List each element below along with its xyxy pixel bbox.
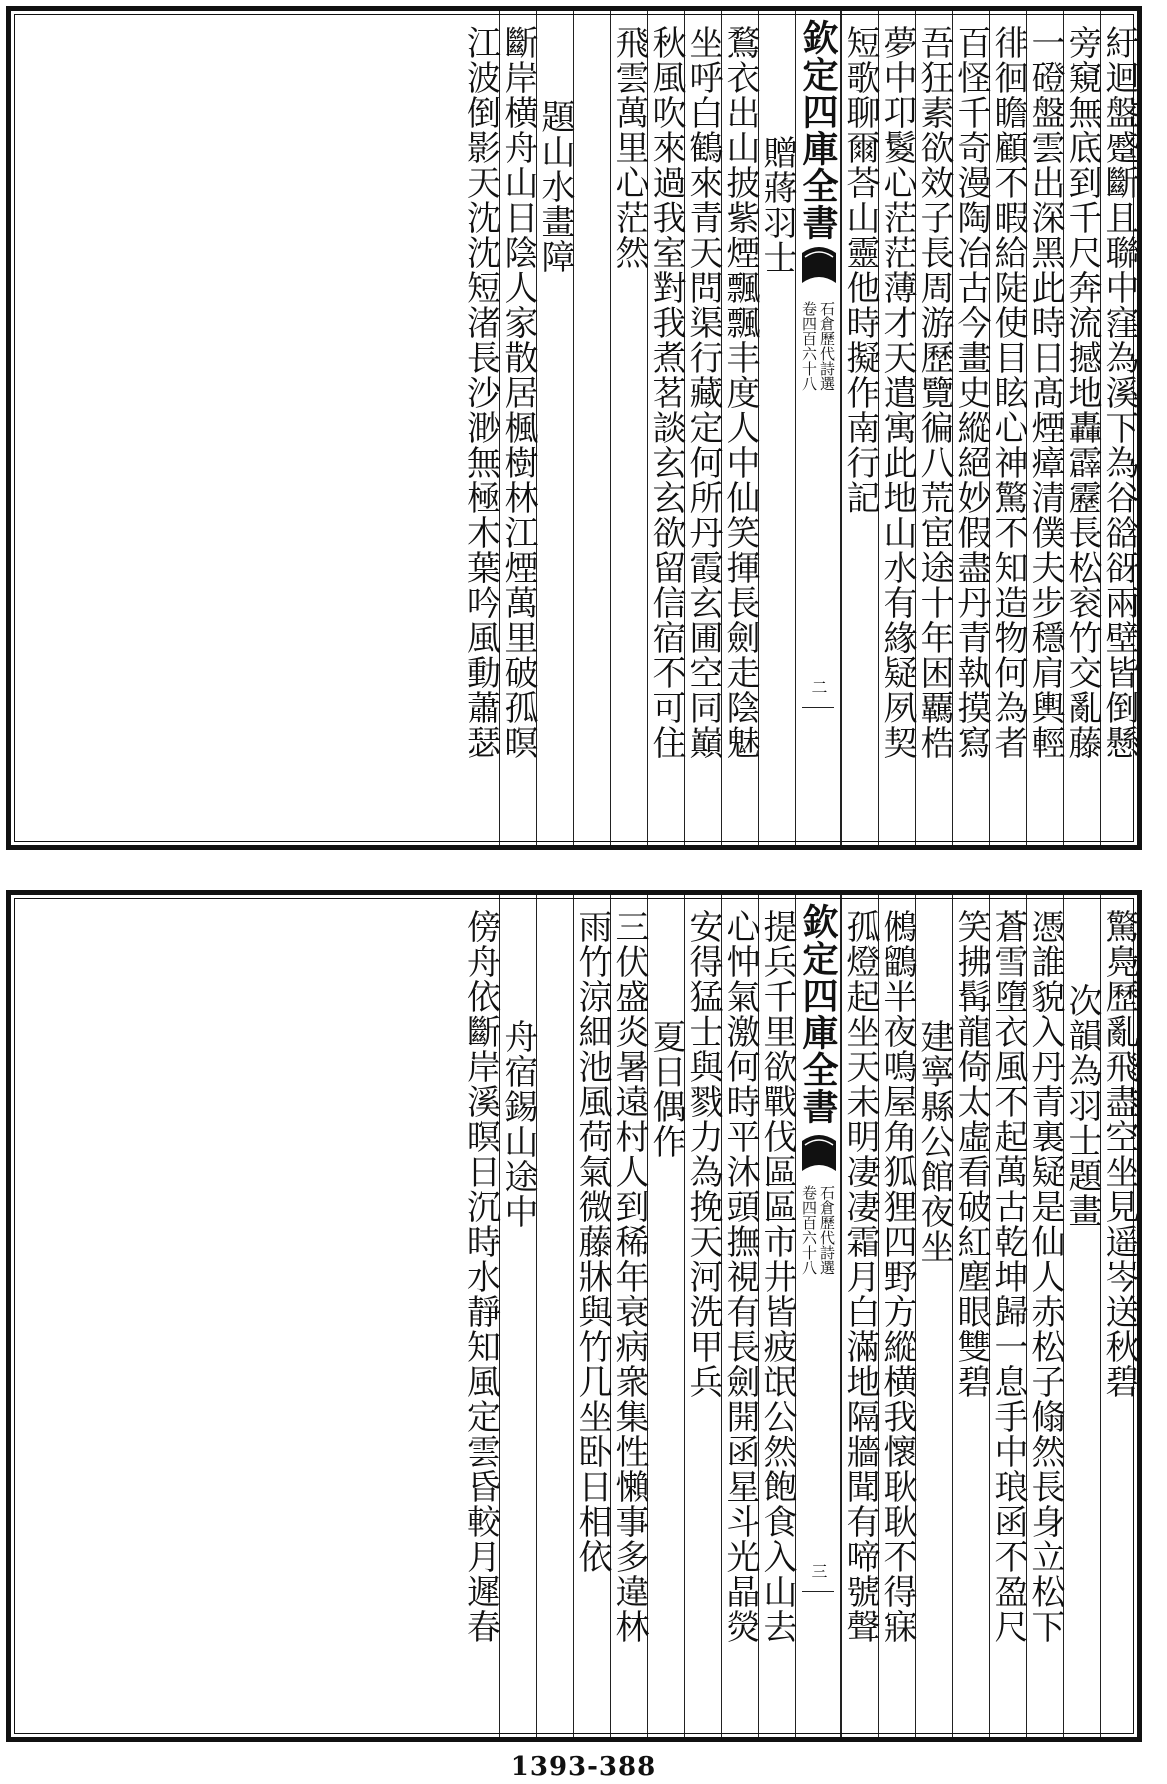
text-column [721, 11, 758, 845]
poem-title: 次韻為羽士題畫 [1062, 983, 1102, 1228]
text-column [989, 895, 1026, 1737]
column-text: 安得猛士與戮力為挽天河洗甲兵 [683, 909, 723, 1399]
page-number-text: 三 [809, 1563, 828, 1580]
poem-title: 題山水畫障 [535, 99, 575, 274]
book-name: 石倉歷代詩選 [818, 1185, 836, 1275]
text-column [758, 895, 795, 1737]
poem-title: 贈蔣羽士 [757, 135, 797, 275]
poem-title-column [536, 11, 573, 845]
center-fold [795, 895, 841, 1737]
column-text: 憑誰貌入丹青裏疑是仙人赤松子翛然長身立松下 [1025, 909, 1065, 1644]
column-text: 傍舟依斷岸溪暝日沉時水靜知風定雲昏較月遲春 [460, 909, 501, 1644]
column-text: 紆迴盤蹙斷且聯中窪為溪下為谷谽谺兩壁皆倒懸 [1099, 25, 1139, 760]
empty-column [573, 11, 610, 845]
empty-column [536, 895, 573, 1737]
text-column [1063, 11, 1100, 845]
poem-title: 舟宿錫山途中 [498, 1019, 538, 1229]
column-text: 吾狂素欲效子長周游歷覽徧八荒宦途十年困覊梏 [914, 25, 954, 760]
book-info [796, 1185, 840, 1275]
column-text: 夢中卭鬉心茫茫薄才天遣寓此地山水有緣疑夙契 [877, 25, 917, 760]
page-number-rule [802, 707, 834, 708]
center-fold [795, 11, 841, 845]
column-text: 鵂鶹半夜鳴屋角狐狸四野方縱横我懷耿耿不得寐 [877, 909, 917, 1644]
column-text: 提兵千里欲戰伐區區市井皆疲氓公然飽食入山去 [757, 909, 797, 1644]
text-column [1026, 11, 1063, 845]
text-column [841, 895, 878, 1737]
column-text: 心忡氣激何時平沐頭撫視有長劍開函星斗光晶熒 [720, 909, 760, 1644]
column-text: 飛雲萬里心茫然 [609, 25, 649, 270]
column-text: 秋風吹來過我室對我煮茗談玄玄欲留信宿不可住 [646, 25, 686, 760]
top-page [6, 6, 1142, 850]
book-name: 石倉歷代詩選 [818, 301, 836, 391]
page-number [796, 679, 840, 696]
text-column [684, 11, 721, 845]
page-number-rule [802, 1591, 834, 1592]
text-column [721, 895, 758, 1737]
text-column [610, 895, 647, 1737]
collection-title-text: 欽定四庫全書 [797, 903, 839, 1125]
column-text: 旁窺無底到千尺奔流撼地轟霹靂長松衮竹交亂藤 [1062, 25, 1102, 760]
text-column [647, 11, 684, 845]
column-text: 蒼雪墮衣風不起萬古乾坤歸一息手中琅函不盈尺 [988, 909, 1028, 1644]
volume-number: 卷四百六十八 [800, 1185, 818, 1275]
column-text: 孤燈起坐天未明凄凄霜月白滿地隔牆聞有啼號聲 [840, 909, 880, 1644]
column-text: 一磴盤雲出深黑此時日髙煙瘴清僕夫步穩肩輿輕 [1025, 25, 1065, 760]
text-column [989, 11, 1026, 845]
text-column [610, 11, 647, 845]
poem-title-column [915, 895, 952, 1737]
column-text: 三伏盛炎暑遠村人到稀年衰病衆集性懶事多違林 [609, 909, 649, 1644]
text-column [1026, 895, 1063, 1737]
footer-page-code: 1393-388 [510, 1752, 657, 1782]
column-text: 笑拂髯龍倚太虛看破紅塵眼雙碧 [951, 909, 991, 1399]
column-text: 鶩衣出山披紫煙飄飄丰度人中仙笑揮長劍走陰魅 [720, 25, 760, 760]
collection-title-text: 欽定四庫全書 [797, 19, 839, 241]
collection-title [796, 19, 840, 241]
poem-title: 夏日偶作 [646, 1019, 686, 1159]
collection-title [796, 903, 840, 1125]
column-text: 斷岸横舟山日陰人家散居楓樹林江煙萬里破孤暝 [498, 25, 538, 760]
volume-number: 卷四百六十八 [800, 301, 818, 391]
poem-title-column [758, 11, 795, 845]
text-column [878, 11, 915, 845]
text-column [952, 895, 989, 1737]
column-text: 江波倒影天沈沈短渚長沙渺無極木葉吟風動蕭瑟 [460, 25, 501, 760]
text-column [462, 11, 499, 845]
column-text: 驚鳧歷亂飛盡空坐見遥岑送秋碧 [1099, 909, 1139, 1399]
column-text: 雨竹涼細池風荷氣微藤牀與竹几坐卧日相依 [572, 909, 612, 1574]
poem-title-column [1063, 895, 1100, 1737]
text-column [462, 895, 499, 1737]
text-column [915, 11, 952, 845]
column-text: 百怪千奇漫陶冶古今畫史縱絕妙假盡丹青執摸寫 [951, 25, 991, 760]
book-info [796, 301, 840, 391]
text-column [684, 895, 721, 1737]
text-column [1100, 11, 1137, 845]
bottom-page [6, 890, 1142, 1742]
text-column [573, 895, 610, 1737]
poem-title-column [499, 895, 536, 1737]
column-text: 短歌聊爾荅山靈他時擬作南行記 [840, 25, 880, 515]
column-text: 徘徊瞻顧不暇給陡使目眩心神驚不知造物何為者 [988, 25, 1028, 760]
text-column [878, 895, 915, 1737]
poem-title: 建寧縣公館夜坐 [914, 1019, 954, 1264]
text-column [1100, 895, 1137, 1737]
text-column [952, 11, 989, 845]
column-text: 坐呼白鶴來青天問渠行藏定何所丹霞玄圃空同巔 [683, 25, 723, 760]
fishtail-mark-icon [802, 243, 836, 283]
text-column [841, 11, 878, 845]
fishtail-mark-icon [802, 1131, 836, 1171]
page-number [796, 1563, 840, 1580]
poem-title-column [647, 895, 684, 1737]
page-number-text: 二 [809, 679, 828, 696]
text-column [499, 11, 536, 845]
